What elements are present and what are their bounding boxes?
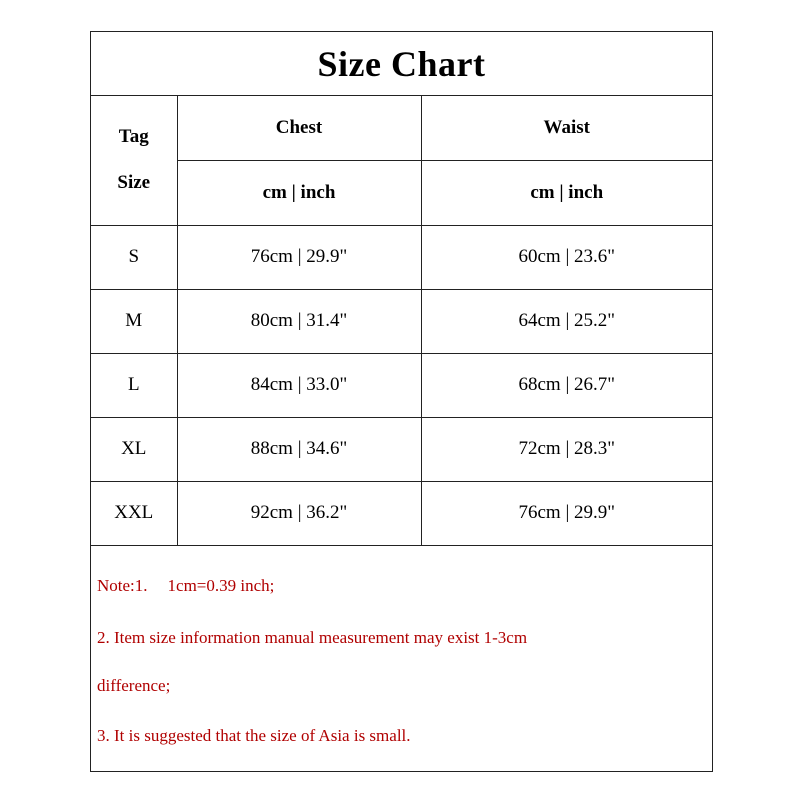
- chest-unit-header: cm | inch: [177, 160, 421, 225]
- waist-unit-header: cm | inch: [421, 160, 712, 225]
- note-prefix: Note:1.: [97, 576, 148, 595]
- chest-cell: 84cm | 33.0": [177, 353, 421, 417]
- chest-cell: 92cm | 36.2": [177, 481, 421, 545]
- tag-header-line2: Size: [117, 172, 151, 194]
- table-row: [91, 481, 712, 545]
- unit-row: [91, 160, 712, 225]
- page-title: Size Chart: [317, 43, 486, 84]
- waist-cell: 60cm | 23.6": [421, 225, 712, 289]
- table-row: [91, 289, 712, 353]
- waist-cell: 64cm | 25.2": [421, 289, 712, 353]
- note-line-2: 2. Item size information manual measurement may exist 1-3cm: [97, 628, 528, 647]
- tag-size-header: [91, 96, 177, 225]
- waist-header: Waist: [421, 96, 712, 160]
- tag-header-line1: Tag: [118, 126, 149, 148]
- note-conversion: 1cm=0.39 inch;: [167, 576, 275, 595]
- chest-cell: 76cm | 29.9": [177, 225, 421, 289]
- waist-cell: 76cm | 29.9": [421, 481, 712, 545]
- notes-section: [91, 548, 712, 772]
- size-table: [91, 96, 712, 546]
- note-line-4: 3. It is suggested that the size of Asia is small.: [97, 726, 411, 745]
- size-cell: XL: [91, 417, 177, 481]
- chest-cell: 80cm | 31.4": [177, 289, 421, 353]
- size-cell: S: [91, 225, 177, 289]
- note-line-3: difference;: [97, 676, 171, 695]
- table-row: [91, 353, 712, 417]
- header-row: [91, 96, 712, 160]
- size-cell: M: [91, 289, 177, 353]
- size-cell: L: [91, 353, 177, 417]
- table-row: [91, 417, 712, 481]
- chest-cell: 88cm | 34.6": [177, 417, 421, 481]
- note-line-1: [97, 576, 274, 596]
- chest-header: Chest: [177, 96, 421, 160]
- waist-cell: 68cm | 26.7": [421, 353, 712, 417]
- size-cell: XXL: [91, 481, 177, 545]
- waist-cell: 72cm | 28.3": [421, 417, 712, 481]
- table-row: [91, 225, 712, 289]
- title-bar: [91, 32, 712, 96]
- size-chart-frame: [90, 31, 713, 772]
